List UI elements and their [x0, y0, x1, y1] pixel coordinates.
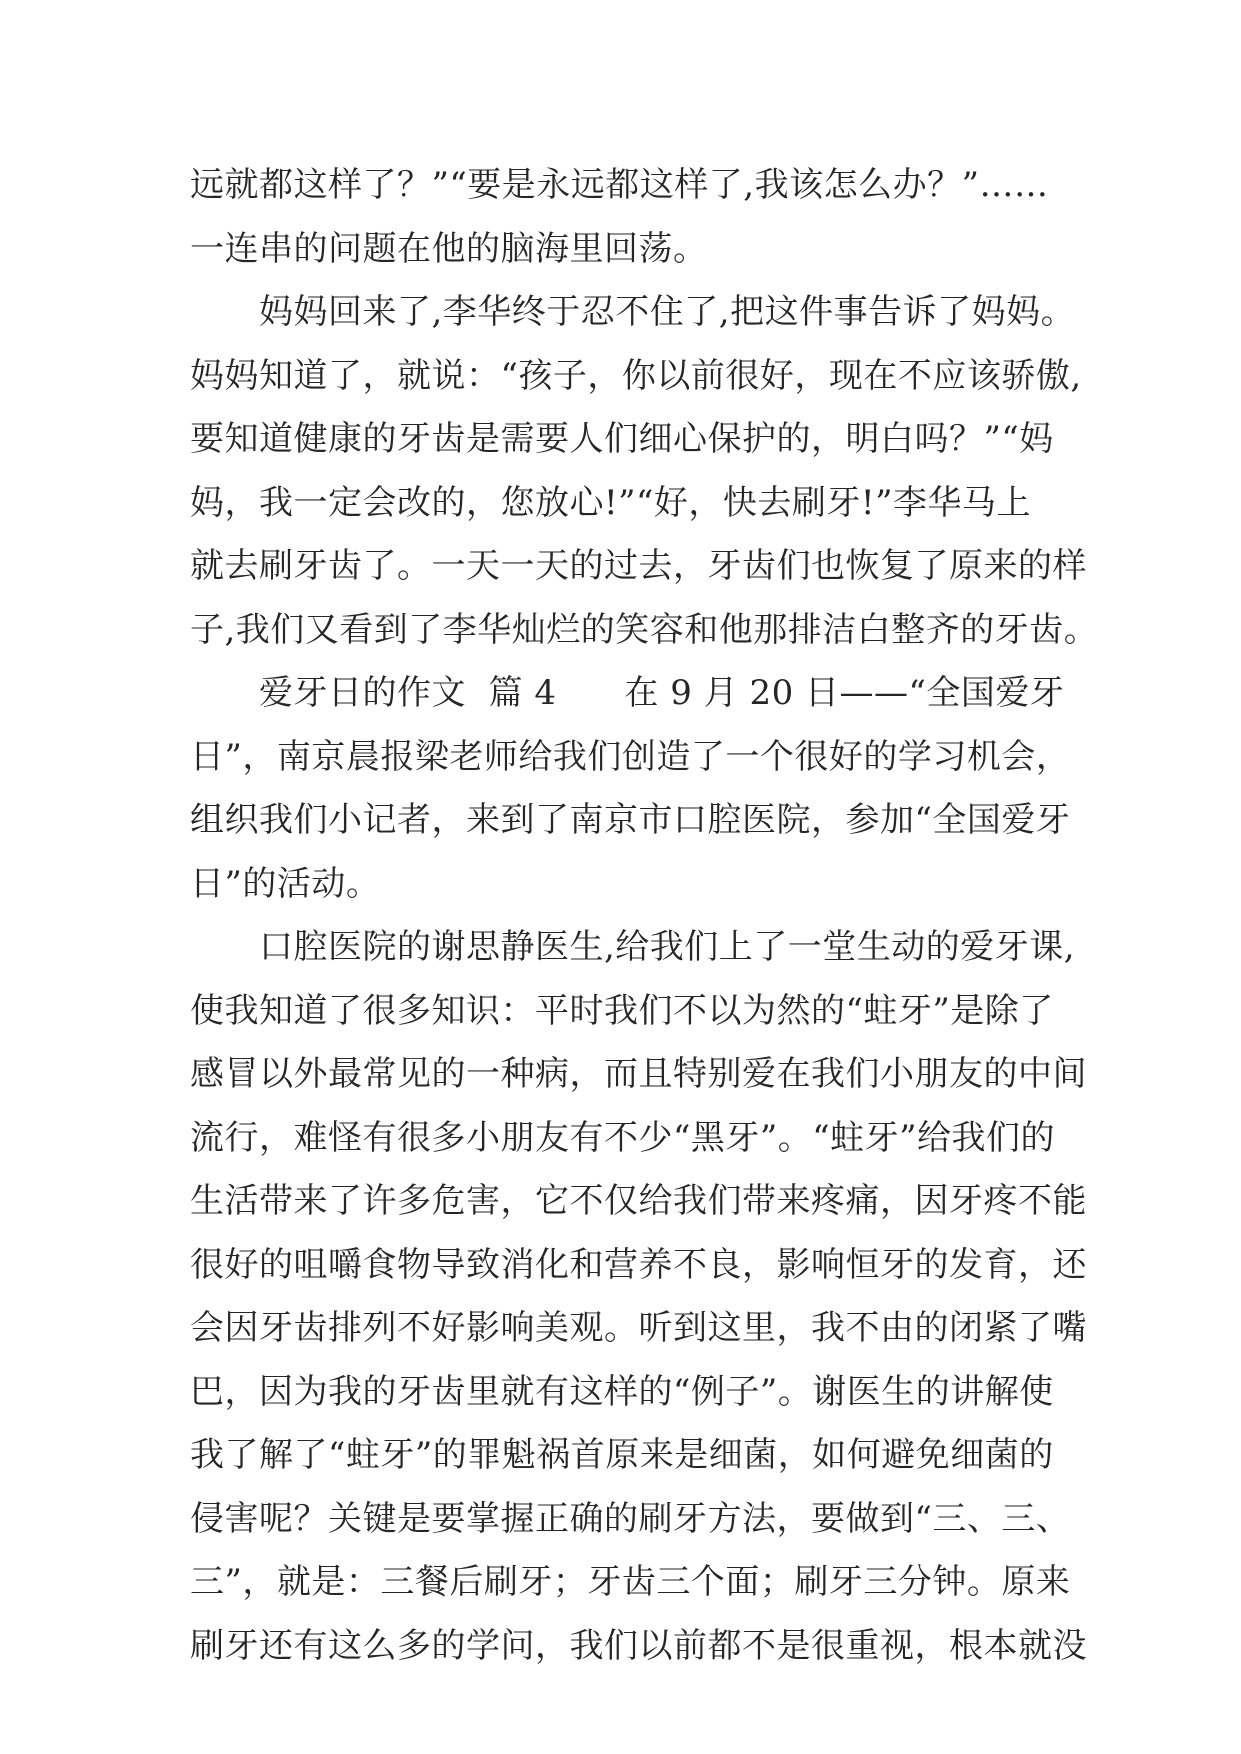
text-line: 日”的活动。: [190, 863, 381, 904]
text-line: 生活带来了许多危害，它不仅给我们带来疼痛，因牙疼不能: [190, 1181, 1087, 1221]
text-line: 妈妈回来了,李华终于忍不住了,把这件事告诉了妈妈。: [190, 292, 1076, 332]
text-line: 感冒以外最常见的一种病，而且特别爱在我们小朋友的中间: [190, 1054, 1087, 1094]
text-line: 很好的咀嚼食物导致消化和营养不良，影响恒牙的发育，还: [190, 1244, 1087, 1285]
section-heading-line: 爱牙日的作文 篇 4 在 9 月 20 日——“全国爱牙: [190, 673, 1065, 713]
text-line: 我了解了“蛀牙”的罪魁祸首原来是细菌，如何避免细菌的: [190, 1435, 1054, 1475]
text-line: 流行，难怪有很多小朋友有不少“黑牙”。“蛀牙”给我们的: [190, 1117, 1056, 1158]
text-line: 妈，我一定会改的，您放心!”“好，快去刷牙!”李华马上: [190, 482, 1031, 523]
text-line: 侵害呢？关键是要掌握正确的刷牙方法，要做到“三、三、: [190, 1498, 1071, 1539]
text-line: 就去刷牙齿了。一天一天的过去，牙齿们也恢复了原来的样: [190, 546, 1087, 586]
text-line: 三”，就是：三餐后刷牙；牙齿三个面；刷牙三分钟。原来: [190, 1562, 1071, 1602]
text-line: 要知道健康的牙齿是需要人们细心保护的，明白吗？”“妈: [190, 419, 1054, 459]
text-line: 会因牙齿排列不好影响美观。听到这里，我不由的闭紧了嘴: [190, 1308, 1087, 1348]
text-line: 巴，因为我的牙齿里就有这样的“例子”。谢医生的讲解使: [190, 1371, 1054, 1412]
text-line: 子,我们又看到了李华灿烂的笑容和他那排洁白整齐的牙齿。: [190, 609, 1099, 650]
text-line: 远就都这样了？”“要是永远都这样了,我该怎么办？”……: [190, 165, 1049, 205]
text-line: 组织我们小记者，来到了南京市口腔医院，参加“全国爱牙: [190, 800, 1071, 840]
text-line: 口腔医院的谢思静医生,给我们上了一堂生动的爱牙课,: [190, 927, 1076, 967]
essay-text: [190, 154, 1099, 1678]
text-line: 妈妈知道了，就说：“孩子，你以前很好，现在不应该骄傲,: [190, 355, 1082, 396]
text-line: 一连串的问题在他的脑海里回荡。: [190, 228, 708, 269]
text-line: 使我知道了很多知识：平时我们不以为然的“蛀牙”是除了: [190, 990, 1054, 1031]
text-line: 刷牙还有这么多的学问，我们以前都不是很重视，根本就没: [190, 1625, 1087, 1666]
text-line: 日”，南京晨报梁老师给我们创造了一个很好的学习机会，: [190, 736, 1071, 777]
